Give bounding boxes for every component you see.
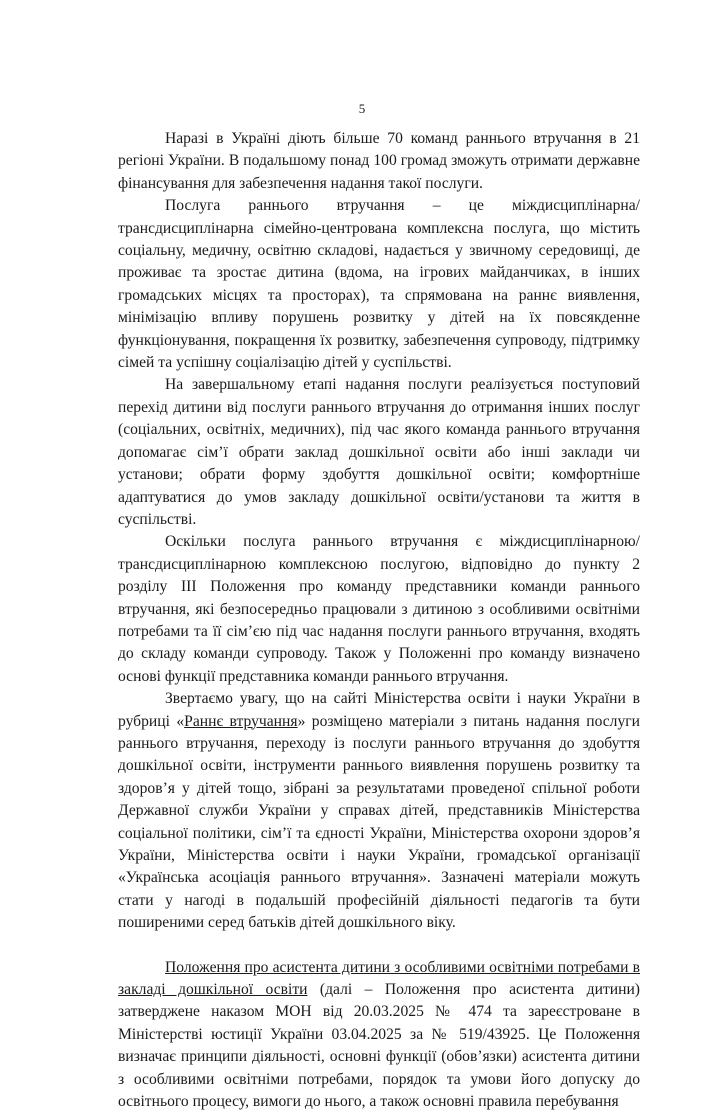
paragraph-text-before-link: Звертаємо увагу, що на сайті Міністерства освіти і науки України в рубриці « [118, 690, 640, 730]
early-intervention-link[interactable]: Раннє втручання [184, 712, 298, 730]
document-body [118, 128, 640, 1113]
paragraph-service-definition: Послуга раннього втручання – це міждисциплінарна/ трансдисциплінарна сімейно-центрована комплексна послуга, що містить соціальну, медичну, освітню складові, надається у звичному середовищі, де проживає та зростає дитина (вдома, на ігрових майданчиках, в інших громадських місцях та просторах), та спрямована на раннє виявлення, мінімізацію впливу порушень розвитку у дітей на їх повсякденне функціонування, покращення їх розвитку, забезпечення супроводу, підтримку сімей та успішну соціалізацію дітей у суспільстві. [118, 197, 640, 372]
page-number: 5 [358, 101, 366, 116]
paragraph-text-after-link: (далі – Положення про асистента дитини) затверджене наказом МОН від 20.03.2025 № 474 та зареєстроване в Міністерстві юстиції України 03.04.2025 за № 519/43925. Це Положення визначає принципи діяльності, основні функції (обов’язки) асистента дитини з особливими освітніми потребами, порядок та умови його допуску до освітнього процесу, вимоги до нього, а також основні правила перебування [118, 981, 640, 1111]
paragraph-support-team: Оскільки послуга раннього втручання є міждисциплінарною/ трансдисциплінарною комплексною послугою, відповідно до пункту 2 розділу III Положення про команду представники команди раннього втручання, які безпосередньо працювали з дитиною з особливими освітніми потребами та її сім’єю під час надання послуги раннього втручання, входять до складу команди супроводу. Також у Положенні про команду визначено основі функції представника команди раннього втручання. [118, 533, 640, 685]
paragraph-final-stage: На завершальному етапі надання послуги реалізується поступовий перехід дитини від послуги раннього втручання до отримання інших послуг (соціальних, освітніх, медичних), під час якого команда раннього втручання допомагає сім’ї обрати заклад дошкільної освіти або інші заклади чи установи; обрати форму здобуття дошкільної освіти; комфортніше адаптуватися до умов закладу дошкільної освіти/установи та життя в суспільстві. [118, 376, 640, 528]
paragraph-text-after-link: » розміщено матеріали з питань надання послуги раннього втручання, переходу із послуги раннього втручання до здобуття дошкільної освіти, інструменти раннього виявлення порушень розвитку та здоров’я у дітей тощо, зібрані за результатами проведеної спільної роботи Державної служби України у справах дітей, представників Міністерства соціальної політики, сім’ї та єдності України, Міністерства охорони здоров’я України, Міністерства освіти і науки України, громадської організації «Українська асоціація раннього втручання». Зазначені матеріали можуть стати у нагоді в подальшій професійній діяльності педагогів та бути поширеними серед батьків дітей дошкільного віку. [118, 712, 641, 932]
paragraph-ministry-materials [118, 688, 640, 934]
paragraph-gap [118, 935, 640, 957]
paragraph-assistant-regulation [118, 957, 640, 1113]
assistant-regulation-link[interactable]: Положення про асистента дитини з особливими освітніми потребами в закладі дошкільної освіти [118, 958, 640, 999]
paragraph-intervention-teams: Наразі в Україні діють більше 70 команд раннього втручання в 21 регіоні України. В подальшому понад 100 громад зможуть отримати державне фінансування для забезпечення надання такої послуги. [118, 130, 640, 192]
